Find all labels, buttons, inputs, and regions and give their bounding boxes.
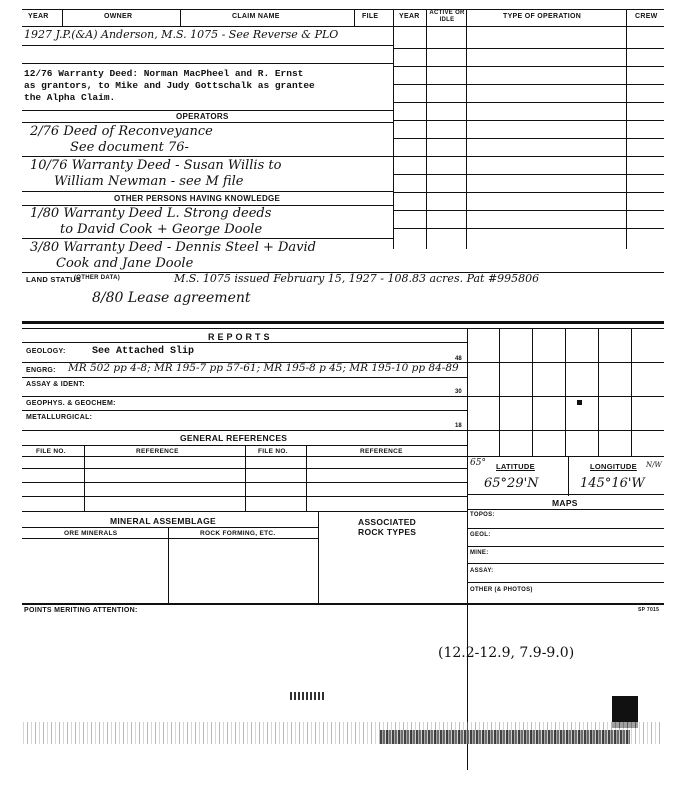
grid-marker-dot <box>577 400 582 405</box>
land-status-text: M.S. 1075 issued February 15, 1927 - 108.83 acres. Pat #995806 <box>174 272 540 285</box>
latitude-label: LATITUDE <box>496 462 535 471</box>
land-status-text-2: 8/80 Lease agreement <box>92 290 251 306</box>
other-persons-line-4: Cook and Jane Doole <box>56 256 194 271</box>
gr-reference: REFERENCE <box>136 448 179 455</box>
other-persons-title: OTHER PERSONS HAVING KNOWLEDGE <box>114 194 281 203</box>
rock-types-label: ROCK TYPES <box>358 527 417 537</box>
header-type-of-operation: TYPE OF OPERATION <box>503 13 582 20</box>
header-active-idle: ACTIVE OR IDLE <box>429 10 465 23</box>
maps-mine: MINE: <box>470 550 489 556</box>
ore-minerals-label: ORE MINERALS <box>64 530 118 537</box>
reports-title: REPORTS <box>208 332 273 342</box>
rock-forming-label: ROCK FORMING, ETC. <box>200 530 276 537</box>
warranty-line-2: as grantors, to Mike and Judy Gottschalk as grantee <box>24 80 315 91</box>
latitude-value: 65°29'N <box>484 476 539 491</box>
gr-file-no: FILE NO. <box>36 448 66 455</box>
other-persons-line-2: to David Cook + George Doole <box>60 222 263 237</box>
header-claim-name: CLAIM NAME <box>232 13 280 20</box>
lon-prefix: N/W <box>646 461 662 469</box>
scan-speck <box>290 692 326 700</box>
warranty-line-1: 12/76 Warranty Deed: Norman MacPheel and R. Ernst <box>24 68 304 79</box>
metallurgical-label: METALLURGICAL: <box>26 414 93 421</box>
header-year: YEAR <box>28 13 49 20</box>
geology-label: GEOLOGY: <box>26 348 66 355</box>
lat-prefix: 65° <box>470 458 486 468</box>
operators-line-1: 2/76 Deed of Reconveyance <box>30 124 213 139</box>
maps-geol: GEOL: <box>470 532 491 538</box>
engrg-label: ENGRG: <box>26 367 56 374</box>
maps-topos: TOPOS: <box>470 512 495 518</box>
header-owner: OWNER <box>104 13 133 20</box>
maps-assay: ASSAY: <box>470 568 494 574</box>
report-num-30: 30 <box>455 389 462 395</box>
header-year-2: YEAR <box>399 13 420 20</box>
maps-other: OTHER (& PHOTOS) <box>470 587 533 593</box>
header-file: FILE <box>362 13 379 20</box>
report-num-48: 48 <box>455 356 462 362</box>
report-num-18: 18 <box>455 423 462 429</box>
points-meriting-attention: POINTS MERITING ATTENTION: <box>24 607 138 614</box>
other-persons-line-1: 1/80 Warranty Deed L. Strong deeds <box>30 206 272 221</box>
header-crew: CREW <box>635 13 658 20</box>
geophys-geochem-label: GEOPHYS. & GEOCHEM: <box>26 400 116 407</box>
operators-line-2: See document 76- <box>70 140 189 155</box>
longitude-label: LONGITUDE <box>590 462 637 471</box>
longitude-value: 145°16'W <box>580 476 645 491</box>
gr-reference-2: REFERENCE <box>360 448 403 455</box>
scan-noise-dark <box>380 730 630 744</box>
general-references-title: GENERAL REFERENCES <box>180 433 288 443</box>
land-status-label: LAND STATUS <box>26 275 82 284</box>
footer-handwritten-note: (12.2-12.9, 7.9-9.0) <box>438 645 575 661</box>
maps-title: MAPS <box>552 498 578 508</box>
geology-value: See Attached Slip <box>92 346 195 357</box>
operators-line-4: William Newman - see M file <box>54 174 244 189</box>
form-number: SP 7015 <box>638 607 660 613</box>
operators-line-3: 10/76 Warranty Deed - Susan Willis to <box>30 158 282 173</box>
associated-label: ASSOCIATED <box>358 517 417 527</box>
assay-ident-label: ASSAY & IDENT: <box>26 381 86 388</box>
land-status-sublabel: (OTHER DATA) <box>74 275 121 281</box>
operators-title: OPERATORS <box>176 112 229 121</box>
entry-line-1: 1927 J.P.(&A) Anderson, M.S. 1075 - See Reverse & PLO <box>24 28 339 41</box>
warranty-line-3: the Alpha Claim. <box>24 92 116 103</box>
gr-file-no-2: FILE NO. <box>258 448 288 455</box>
engrg-value: MR 502 pp 4-8; MR 195-7 pp 57-61; MR 195-8 p 45; MR 195-10 pp 84-89 <box>68 362 459 374</box>
mineral-title: MINERAL ASSEMBLAGE <box>110 516 216 526</box>
other-persons-line-3: 3/80 Warranty Deed - Dennis Steel + David <box>30 240 316 255</box>
